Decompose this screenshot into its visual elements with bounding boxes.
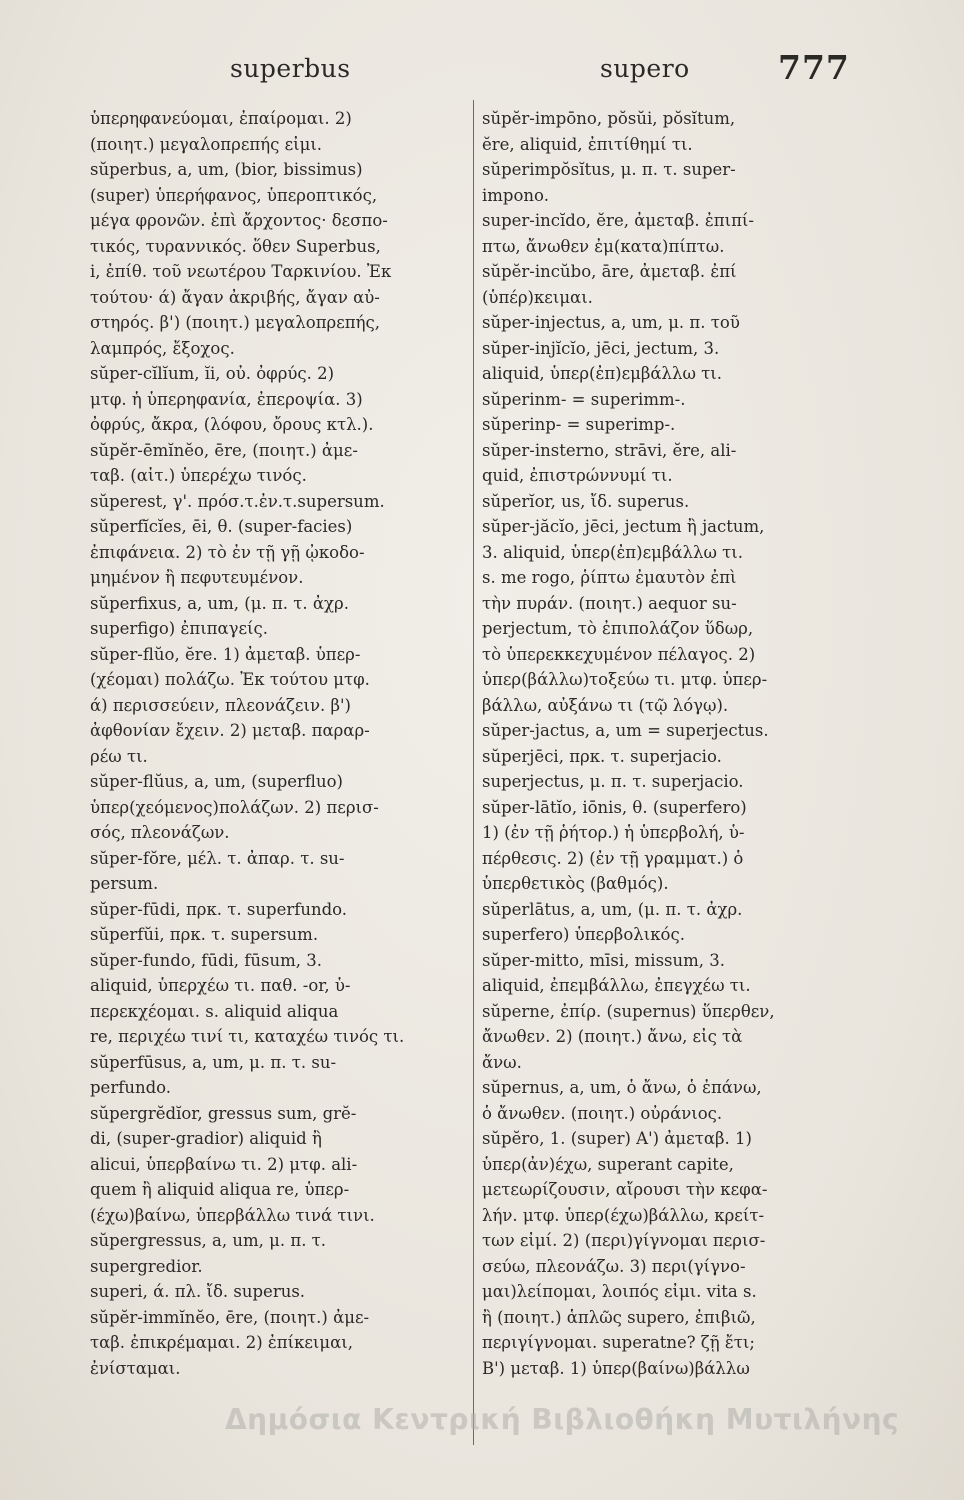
entry-line: sŭper-injĭcĭo, jēci, jectum, 3. xyxy=(482,338,720,358)
page-number: 777 xyxy=(778,48,850,87)
entry-line: sŭper-jăcĭo, jēci, jectum ἢ jactum, xyxy=(482,517,765,536)
entry-line: ἐπιφάνεια. 2) τὸ ἐν τῇ γῇ ᾠκοδο- xyxy=(90,542,365,562)
entry-line: sŭperĭor, us, ἴδ. superus. xyxy=(482,491,690,511)
entry-line: superfigo) ἐπιπαγείς. xyxy=(90,619,269,638)
entry-line: (ὑπέρ)κειμαι. xyxy=(482,287,593,307)
entry-line: sŭperest, γ'. πρόσ.τ.ἐν.τ.supersum. xyxy=(90,491,385,511)
entry-line: superi, ά. πλ. ἴδ. superus. xyxy=(90,1282,306,1301)
entry-line: sŭper-fundo, fūdi, fūsum, 3. xyxy=(90,950,322,970)
entry-line: sŭper-flŭo, ĕre. 1) ἀμεταβ. ὑπερ- xyxy=(90,644,361,664)
entry-line: sŭperfixus, a, um, (μ. π. τ. ἀχρ. xyxy=(90,593,349,613)
entry-line: μημένον ἢ πεφυτευμένον. xyxy=(90,568,304,587)
entry-line: sŭperimpŏsĭtus, μ. π. τ. super- xyxy=(482,160,736,179)
entry-line: ὑπερηφανεύομαι, ἐπαίρομαι. 2) xyxy=(90,109,352,128)
entry-line: superfero) ὑπερβολικός. xyxy=(482,925,685,944)
entry-line: ταβ. ἐπικρέμαμαι. 2) ἐπίκειμαι, xyxy=(90,1333,353,1352)
entry-line: περεκχέομαι. s. aliquid aliqua xyxy=(90,1001,339,1021)
entry-line: sŭper-cĭlĭum, ĭi, οὐ. ὀφρύς. 2) xyxy=(90,364,335,383)
entry-line: ὑπερ(βάλλω)τοξεύω τι. μτφ. ὑπερ- xyxy=(482,670,768,689)
entry-line: supergredior. xyxy=(90,1256,203,1276)
entry-line: sŭperfūsus, a, um, μ. π. τ. su- xyxy=(90,1052,337,1072)
entry-line: μετεωρίζουσιν, αἴρουσι τὴν κεφα- xyxy=(482,1180,768,1199)
entry-line: sŭpĕr-incŭbo, āre, ἀμεταβ. ἐπί xyxy=(482,262,737,281)
entry-line: τὴν πυράν. (ποιητ.) aequor su- xyxy=(482,593,737,613)
left-column xyxy=(90,106,468,1436)
entry-line: (super) ὑπερήφανος, ὑπεροπτικός, xyxy=(90,185,378,205)
entry-line: ἢ (ποιητ.) ἁπλῶς supero, ἐπιβιῶ, xyxy=(482,1307,756,1327)
entry-line: sŭper-jactus, a, um = superjectus. xyxy=(482,721,769,740)
entry-line: τικός, τυραννικός. ὅθεν Superbus, xyxy=(90,236,381,256)
entry-line: persum. xyxy=(90,874,159,893)
entry-line: sŭpĕro, 1. (super) Α') ἀμεταβ. 1) xyxy=(482,1129,752,1148)
entry-line: sŭper-mitto, mīsi, missum, 3. xyxy=(482,950,726,970)
entry-line: βάλλω, αὐξάνω τι (τῷ λόγῳ). xyxy=(482,695,729,715)
entry-line: ὀφρύς, ἄκρα, (λόφου, ὄρους κτλ.). xyxy=(90,415,374,434)
entry-line: sŭpĕr-ēmĭnĕo, ēre, (ποιητ.) ἀμε- xyxy=(90,440,358,460)
entry-line: των εἰμί. 2) (περι)γίγνομαι περισ- xyxy=(482,1231,766,1250)
entry-line: τὸ ὑπερεκκεχυμένον πέλαγος. 2) xyxy=(482,644,756,664)
entry-line: (έχω)βαίνω, ὑπερβάλλω τινά τινι. xyxy=(90,1205,375,1225)
entry-line: ρέω τι. xyxy=(90,746,148,766)
left-guide-word: superbus xyxy=(230,54,351,83)
entry-line: (χέομαι) πολάζω. Ἐκ τούτου μτφ. xyxy=(90,670,370,689)
entry-line: sŭperinm- = superimm-. xyxy=(482,389,686,409)
entry-line: ἄνωθεν. 2) (ποιητ.) ἄνω, εἰς τὰ xyxy=(482,1027,743,1046)
entry-line: λήν. μτφ. ὑπερ(έχω)βάλλω, κρείτ- xyxy=(482,1205,765,1225)
entry-line: ἀφθονίαν ἔχειν. 2) μεταβ. παραρ- xyxy=(90,721,370,740)
entry-line: 1) (ἐν τῇ ῥήτορ.) ἡ ὑπερβολή, ὑ- xyxy=(482,823,745,842)
entry-line: alicui, ὑπερβαίνω τι. 2) μτφ. ali- xyxy=(90,1154,358,1174)
entry-line: ἄνω. xyxy=(482,1052,522,1072)
entry-line: ταβ. (αἰτ.) ὑπερέχω τινός. xyxy=(90,466,307,485)
entry-line: 3. aliquid, ὑπερ(ἐπ)εμβάλλω τι. xyxy=(482,542,744,562)
entry-line: sŭperinp- = superimp-. xyxy=(482,415,676,434)
entry-line: πτω, ἄνωθεν ἐμ(κατα)πίπτω. xyxy=(482,236,725,256)
entry-line: μτφ. ἡ ὑπερηφανία, ἐπεροψία. 3) xyxy=(90,389,363,409)
entry-line: sŭper-insterno, strāvi, ĕre, ali- xyxy=(482,440,737,460)
entry-line: sŭpergrĕdĭor, gressus sum, grĕ- xyxy=(90,1103,357,1123)
entry-line: sŭper-injectus, a, um, μ. π. τοῦ xyxy=(482,313,740,332)
entry-line: sŭpergressus, a, um, μ. π. τ. xyxy=(90,1231,327,1250)
entry-line: ὑπερ(χεόμενος)πολάζων. 2) περισ- xyxy=(90,797,379,817)
entry-line: aliquid, ὑπερ(ἐπ)εμβάλλω τι. xyxy=(482,364,723,383)
library-watermark: Δημόσια Κεντρική Βιβλιοθήκη Μυτιλήνης xyxy=(225,1403,900,1436)
entry-line: s. me rogo, ῥίπτω ἐμαυτὸν ἐπὶ xyxy=(482,568,737,587)
entry-line: περιγίγνομαι. superatne? ζῇ ἔτι; xyxy=(482,1333,755,1352)
entry-line: (ποιητ.) μεγαλοπρεπής εἰμι. xyxy=(90,134,323,154)
entry-line: re, περιχέω τινί τι, καταχέω τινός τι. xyxy=(90,1027,405,1046)
entry-line: sŭperfŭi, πρκ. τ. supersum. xyxy=(90,925,319,944)
entry-line: i, ἐπίθ. τοῦ νεωτέρου Ταρκινίου. Ἐκ xyxy=(90,262,392,281)
entry-line: sŭpernus, a, um, ὁ ἄνω, ὁ ἐπάνω, xyxy=(482,1078,762,1097)
entry-line: aliquid, ὑπερχέω τι. παθ. -or, ὑ- xyxy=(90,976,351,995)
entry-line: sŭper-flŭus, a, um, (superfluo) xyxy=(90,772,343,791)
entry-line: perjectum, τὸ ἐπιπολάζον ὕδωρ, xyxy=(482,619,754,638)
entry-line: ά) περισσεύειν, πλεονάζειν. β') xyxy=(90,695,351,715)
entry-line: μέγα φρονῶν. ἐπὶ ἄρχοντος· δεσπο- xyxy=(90,211,388,230)
entry-line: ĕre, aliquid, ἐπιτίθημί τι. xyxy=(482,134,693,154)
entry-line: ὑπερ(ἀν)έχω, superant capite, xyxy=(482,1154,734,1174)
entry-line: quid, ἐπιστρώννυμί τι. xyxy=(482,466,673,485)
right-column xyxy=(482,106,860,1436)
entry-line: στηρός. β') (ποιητ.) μεγαλοπρεπής, xyxy=(90,313,380,332)
entry-line: τούτου· ά) ἄγαν ἀκριβής, ἄγαν αὐ- xyxy=(90,287,380,307)
column-divider xyxy=(473,100,474,1445)
entry-line: σεύω, πλεονάζω. 3) περι(γίγνο- xyxy=(482,1256,746,1276)
entry-line: sŭper-fūdi, πρκ. τ. superfundo. xyxy=(90,899,348,919)
right-guide-word: supero xyxy=(600,54,690,83)
entry-line: πέρθεσις. 2) (ἐν τῇ γραμματ.) ὁ xyxy=(482,848,744,868)
entry-line: sŭperne, ἐπίρ. (supernus) ὕπερθεν, xyxy=(482,1001,775,1021)
running-header xyxy=(0,48,964,98)
entry-line: sŭperlātus, a, um, (μ. π. τ. ἀχρ. xyxy=(482,899,743,919)
entry-line: σός, πλεονάζων. xyxy=(90,823,230,842)
entry-line: μαι)λείπομαι, λοιπός εἰμι. vita s. xyxy=(482,1282,757,1301)
entry-line: sŭper-fŏre, μέλ. τ. ἀπαρ. τ. su- xyxy=(90,848,345,868)
entry-line: ἐνίσταμαι. xyxy=(90,1358,181,1378)
entry-line: ὁ ἄνωθεν. (ποιητ.) οὐράνιος. xyxy=(482,1103,723,1123)
entry-line: superjectus, μ. π. τ. superjacio. xyxy=(482,772,744,791)
entry-line: sŭpĕr-immĭnĕo, ēre, (ποιητ.) ἀμε- xyxy=(90,1307,370,1327)
entry-line: λαμπρός, ἔξοχος. xyxy=(90,338,235,358)
entry-line: sŭper-lātĭo, iōnis, θ. (superfero) xyxy=(482,797,747,817)
entry-line: ὑπερθετικὸς (βαθμός). xyxy=(482,874,669,893)
entry-line: sŭperbus, a, um, (bior, bissimus) xyxy=(90,160,363,179)
entry-line: sŭperjēci, πρκ. τ. superjacio. xyxy=(482,746,722,766)
entry-line: sŭpĕr-impōno, pŏsŭi, pŏsĭtum, xyxy=(482,109,736,128)
entry-line: impono. xyxy=(482,185,549,205)
entry-line: perfundo. xyxy=(90,1078,172,1097)
entry-line: quem ἢ aliquid aliqua re, ὑπερ- xyxy=(90,1180,350,1199)
entry-line: di, (super-gradior) aliquid ἢ xyxy=(90,1129,322,1148)
entry-line: super-incĭdo, ĕre, ἀμεταβ. ἐπιπί- xyxy=(482,211,754,230)
entry-line: sŭperfĭcĭes, ēi, θ. (super-facies) xyxy=(90,517,353,536)
entry-line: aliquid, ἐπεμβάλλω, ἐπεγχέω τι. xyxy=(482,976,751,995)
entry-line: Β') μεταβ. 1) ὑπερ(βαίνω)βάλλω xyxy=(482,1358,750,1378)
